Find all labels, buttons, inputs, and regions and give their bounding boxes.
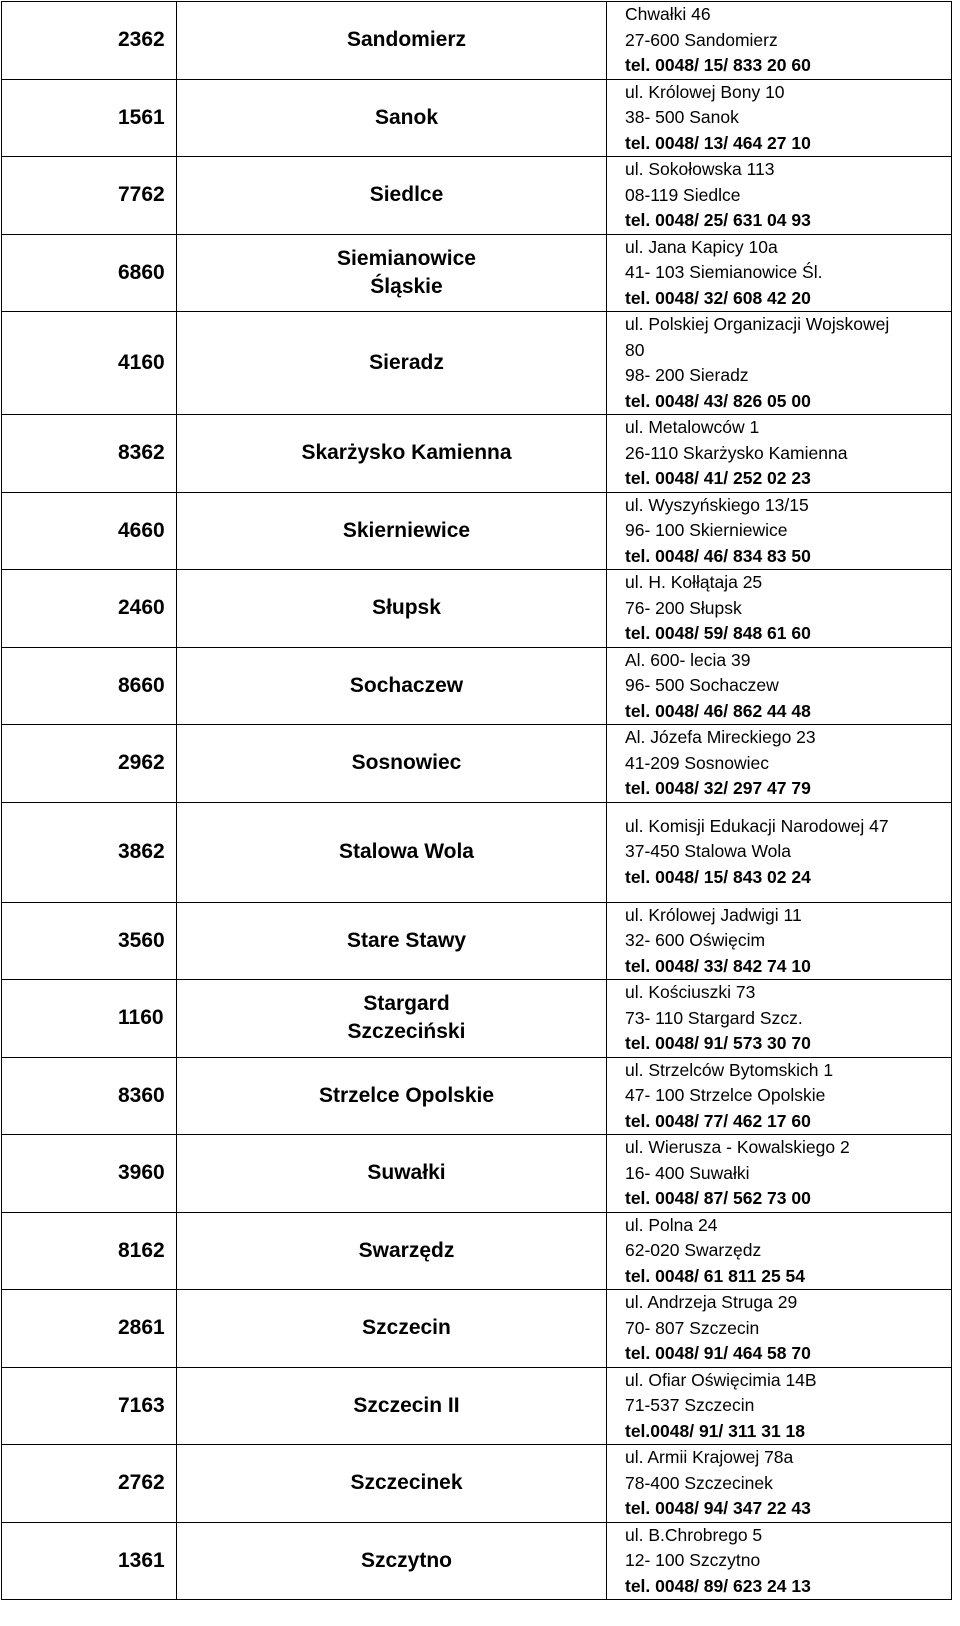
address-line: ul. Królowej Bony 10 [625,81,785,102]
address-line: ul. B.Chrobrego 5 [625,1524,763,1545]
address-line: Al. Józefa Mireckiego 23 [625,727,816,747]
table-row [2,79,952,157]
address-line: 73- 110 Stargard Szcz. [625,1007,803,1028]
table-row [2,725,952,803]
branch-city [177,234,607,312]
city-name-line: Sieradz [369,351,444,374]
address-line: 71-537 Szczecin [625,1395,755,1415]
address-line: 98- 200 Sieradz [625,365,749,385]
branch-address [607,902,952,980]
branch-code: 1561 [2,79,177,157]
branch-code: 7163 [2,1367,177,1445]
branch-address [607,2,952,80]
address-line: 62-020 Swarzędz [625,1240,762,1260]
city-name-line: Szczecin II [353,1393,460,1417]
city-name-line: Sochaczew [349,673,464,697]
phone-number: tel. 0048/ 61 811 25 54 [625,1265,806,1286]
branch-code: 3960 [2,1135,177,1213]
branch-city [177,312,607,415]
branch-city [177,415,607,493]
phone-number: tel. 0048/ 77/ 462 17 60 [625,1110,811,1131]
branch-code: 4660 [2,492,177,570]
address-line: 70- 807 Szczecin [625,1317,760,1338]
branch-address [607,647,952,725]
phone-number: tel. 0048/ 46/ 862 44 48 [625,700,811,721]
phone-number: tel. 0048/ 91/ 464 58 70 [625,1343,811,1363]
branch-address [607,1367,952,1445]
city-name-line: Szczecinek [350,1471,463,1495]
phone-number: tel. 0048/ 87/ 562 73 00 [625,1188,811,1208]
branch-code: 6860 [2,234,177,312]
branch-city [177,647,607,725]
branch-code: 7762 [2,157,177,235]
phone-number: tel.0048/ 91/ 311 31 18 [625,1420,806,1441]
branch-code: 2762 [2,1445,177,1523]
branch-code: 1160 [2,980,177,1058]
address-line: 78-400 Szczecinek [625,1472,773,1493]
address-line: ul. Polna 24 [625,1214,718,1235]
phone-number: tel. 0048/ 59/ 848 61 60 [625,623,811,643]
address-line: ul. Wyszyńskiego 13/15 [625,494,809,515]
branch-address [607,1290,952,1368]
table-row [2,1522,952,1600]
phone-number: tel. 0048/ 94/ 347 22 43 [625,1498,811,1518]
phone-number: tel. 0048/ 25/ 631 04 93 [625,210,811,230]
table-row [2,415,952,493]
table-row [2,980,952,1058]
branch-code: 3560 [2,902,177,980]
branch-city [177,79,607,157]
phone-number: tel. 0048/ 32/ 297 47 79 [625,778,811,798]
address-line: ul. Metalowców 1 [625,417,760,437]
address-line: 26-110 Skarżysko Kamienna [625,442,848,463]
address-line: 32- 600 Oświęcim [625,930,766,950]
city-name-line: Swarzędz [358,1238,455,1262]
branch-code: 8660 [2,647,177,725]
address-line: 76- 200 Słupsk [625,597,742,618]
address-line: ul. Królowej Jadwigi 11 [625,904,802,925]
address-line: ul. Armii Krajowej 78a [625,1447,794,1467]
city-name-line: Skarżysko Kamienna [301,441,512,465]
address-line: 37-450 Stalowa Wola [625,841,792,862]
branch-city [177,1212,607,1290]
address-line: 47- 100 Strzelce Opolskie [625,1085,826,1105]
branch-code: 2962 [2,725,177,803]
city-name-line: Stare Stawy [346,928,467,952]
city-name-line: Słupsk [372,596,441,620]
table-row [2,1135,952,1213]
city-name-line: Sandomierz [346,28,467,52]
address-line: 12- 100 Szczytno [625,1550,761,1570]
city-name-line: Suwałki [367,1161,446,1185]
address-line: 80 [625,339,645,360]
address-line: 41-209 Sosnowiec [625,752,769,773]
branch-city [177,2,607,80]
address-line: 27-600 Sandomierz [625,29,778,50]
address-line: 16- 400 Suwałki [625,1162,750,1183]
table-row [2,1057,952,1135]
branch-code: 3862 [2,802,177,902]
address-line: ul. Sokołowska 113 [625,159,775,179]
city-name-line: Sosnowiec [351,751,462,775]
address-line: ul. H. Kołłątaja 25 [625,572,763,592]
phone-number: tel. 0048/ 33/ 842 74 10 [625,955,811,976]
branch-city [177,1057,607,1135]
branch-city [177,1367,607,1445]
branch-address [607,725,952,803]
city-name-line: Szczeciński [347,1020,466,1044]
table-row [2,902,952,980]
table-row [2,1212,952,1290]
city-name-line: Sanok [374,105,439,129]
branch-address [607,1445,952,1523]
city-name-line: Strzelce Opolskie [318,1083,495,1107]
branch-city [177,1135,607,1213]
phone-number: tel. 0048/ 41/ 252 02 23 [625,468,811,488]
address-line: ul. Kościuszki 73 [625,982,756,1002]
city-name-line: Szczytno [360,1548,452,1572]
branch-city [177,1445,607,1523]
branch-address [607,1135,952,1213]
branch-address [607,415,952,493]
branch-code: 4160 [2,312,177,415]
phone-number: tel. 0048/ 32/ 608 42 20 [625,287,811,308]
branch-address [607,492,952,570]
address-line: 96- 500 Sochaczew [625,675,779,695]
branch-address [607,234,952,312]
branch-code: 8360 [2,1057,177,1135]
city-name-line: Siedlce [369,183,444,207]
city-name-line: Siemianowice [337,246,476,270]
table-row [2,157,952,235]
phone-number: tel. 0048/ 15/ 843 02 24 [625,866,811,887]
branch-address [607,1057,952,1135]
table-row [2,1367,952,1445]
table-row [2,802,952,902]
address-line: ul. Strzelców Bytomskich 1 [625,1059,834,1080]
branch-city [177,570,607,648]
branch-code: 8162 [2,1212,177,1290]
address-line: ul. Ofiar Oświęcimia 14B [625,1369,817,1390]
table-row [2,492,952,570]
branch-city [177,980,607,1058]
city-name-line: Stalowa Wola [339,840,474,863]
address-line: ul. Jana Kapicy 10a [625,236,778,257]
branch-address [607,570,952,648]
branch-city [177,1290,607,1368]
table-row [2,1445,952,1523]
address-line: ul. Wierusza - Kowalskiego 2 [625,1137,850,1157]
address-line: 96- 100 Skierniewice [625,520,788,540]
address-line: ul. Polskiej Organizacji Wojskowej [625,314,890,334]
branch-address [607,1522,952,1600]
table-row [2,312,952,415]
branch-address [607,312,952,415]
branch-address [607,980,952,1058]
city-name-line: Stargard [363,992,450,1016]
city-name-line: Skierniewice [342,518,471,542]
table-row [2,234,952,312]
address-line: 41- 103 Siemianowice Śl. [625,262,823,282]
branch-address [607,1212,952,1290]
address-line: ul. Andrzeja Struga 29 [625,1292,798,1312]
phone-number: tel. 0048/ 43/ 826 05 00 [625,390,811,411]
branch-table-body [2,2,952,1600]
branch-code: 2861 [2,1290,177,1368]
address-line: ul. Komisji Edukacji Narodowej 47 [625,815,889,836]
table-row [2,647,952,725]
address-line: Al. 600- lecia 39 [625,649,751,670]
branch-address [607,79,952,157]
branch-city [177,1522,607,1600]
branch-code: 2362 [2,2,177,80]
branch-city [177,802,607,902]
phone-number: tel. 0048/ 89/ 623 24 13 [625,1575,811,1596]
city-name-line: Śląskie [370,274,443,298]
branch-table [1,1,952,1600]
table-row [2,2,952,80]
address-line: 08-119 Siedlce [625,184,741,205]
branch-city [177,157,607,235]
phone-number: tel. 0048/ 13/ 464 27 10 [625,132,811,153]
branch-code: 2460 [2,570,177,648]
phone-number: tel. 0048/ 15/ 833 20 60 [625,55,811,75]
branch-address [607,157,952,235]
branch-city [177,492,607,570]
branch-address [607,802,952,902]
branch-city [177,725,607,803]
address-line: Chwałki 46 [625,4,711,24]
branch-city [177,902,607,980]
branch-code: 8362 [2,415,177,493]
phone-number: tel. 0048/ 91/ 573 30 70 [625,1033,811,1053]
table-row [2,570,952,648]
address-line: 38- 500 Sanok [625,107,739,127]
table-row [2,1290,952,1368]
branch-code: 1361 [2,1522,177,1600]
phone-number: tel. 0048/ 46/ 834 83 50 [625,545,811,566]
city-name-line: Szczecin [362,1316,451,1340]
